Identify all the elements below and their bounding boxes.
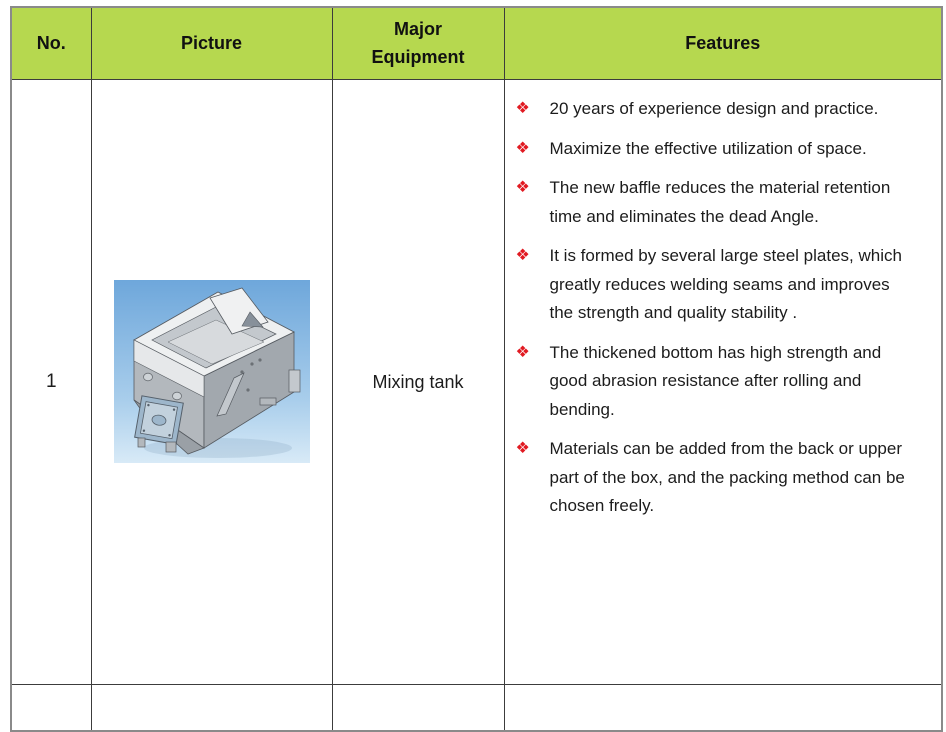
col-header-no: No. bbox=[11, 7, 91, 80]
feature-item bbox=[513, 95, 918, 124]
feature-item bbox=[513, 339, 918, 425]
table-header-row bbox=[11, 7, 942, 80]
col-header-features: Features bbox=[504, 7, 942, 80]
equipment-name-cell: Mixing tank bbox=[332, 80, 504, 685]
feature-item bbox=[513, 242, 918, 328]
picture-cell bbox=[91, 80, 332, 685]
feature-text: Maximize the effective utilization of space. bbox=[550, 135, 918, 164]
feature-text: The new baffle reduces the material retention time and eliminates the dead Angle. bbox=[550, 174, 918, 231]
table-row bbox=[11, 80, 942, 685]
feature-text: It is formed by several large steel plates, which greatly reduces welding seams and improves the strength and quality stability . bbox=[550, 242, 918, 328]
diamond-bullet-icon: ❖ bbox=[513, 339, 550, 368]
feature-text: 20 years of experience design and practice. bbox=[550, 95, 918, 124]
col-header-picture: Picture bbox=[91, 7, 332, 80]
feature-item bbox=[513, 435, 918, 521]
diamond-bullet-icon: ❖ bbox=[513, 174, 550, 203]
empty-cell bbox=[91, 685, 332, 731]
row-number-cell: 1 bbox=[11, 80, 91, 685]
empty-cell bbox=[504, 685, 942, 731]
col-header-major-equipment: Major Equipment bbox=[332, 7, 504, 80]
diamond-bullet-icon: ❖ bbox=[513, 135, 550, 164]
features-cell bbox=[504, 80, 942, 685]
empty-cell bbox=[11, 685, 91, 731]
empty-cell bbox=[332, 685, 504, 731]
features-list bbox=[505, 80, 942, 540]
mixing-tank-image bbox=[114, 280, 310, 463]
diamond-bullet-icon: ❖ bbox=[513, 435, 550, 464]
feature-item bbox=[513, 174, 918, 231]
equipment-table bbox=[10, 6, 943, 732]
feature-text: The thickened bottom has high strength and good abrasion resistance after rolling and bending. bbox=[550, 339, 918, 425]
diamond-bullet-icon: ❖ bbox=[513, 95, 550, 124]
feature-text: Materials can be added from the back or upper part of the box, and the packing method can be chosen freely. bbox=[550, 435, 918, 521]
feature-item bbox=[513, 135, 918, 164]
diamond-bullet-icon: ❖ bbox=[513, 242, 550, 271]
table-row-partial bbox=[11, 685, 942, 731]
